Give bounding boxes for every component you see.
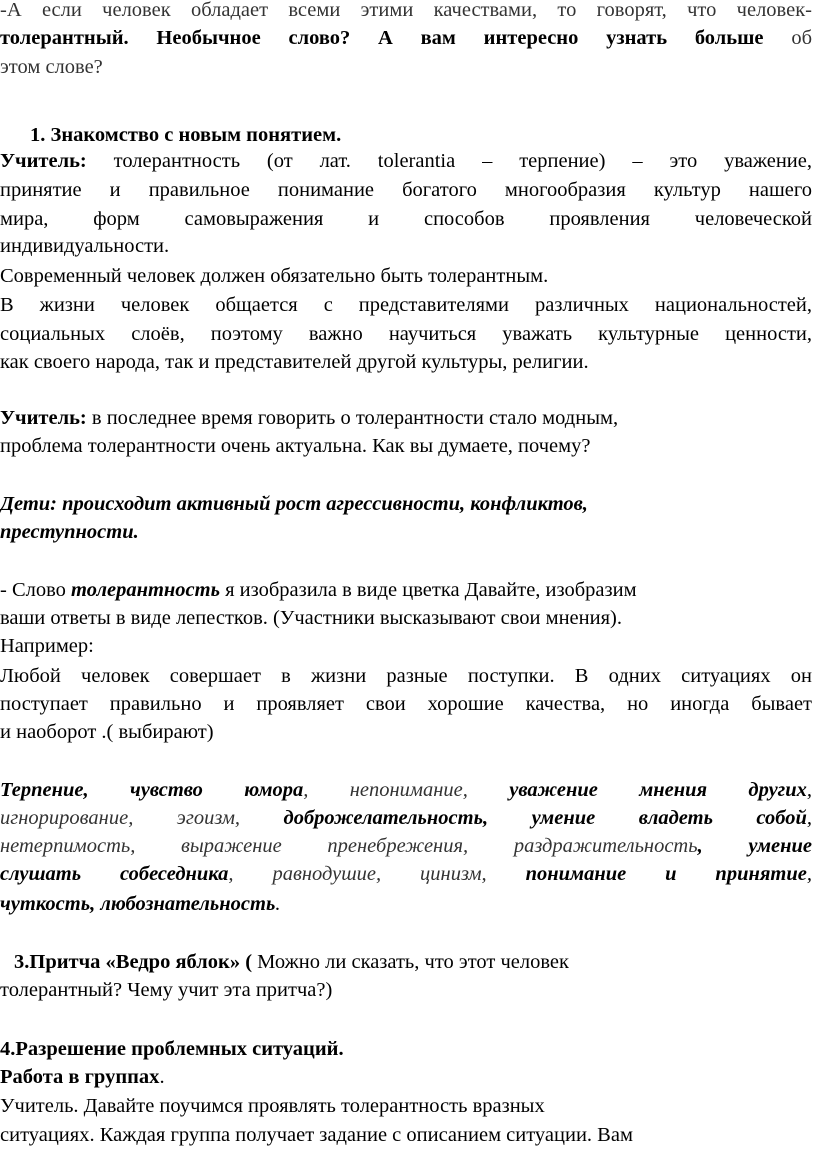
section1-p4-line2: проблема толерантности очень актуальна. Как вы думаете, почему? <box>0 435 591 457</box>
section4-line1: Учитель. Давайте поучимся проявлять толерантность вразных <box>0 1095 545 1117</box>
section1-p1-line4: индивидуальности. <box>0 235 170 257</box>
kids-answer-line1: Дети: происходит активный рост агрессивности, конфликтов, <box>0 493 588 515</box>
section1-p6-line3: и наоборот .( выбирают) <box>0 721 214 743</box>
section1-p6-line2: поступает правильно и проявляет свои хорошие качества, но иногда бывает <box>0 693 812 715</box>
section1-p5-line3: Например: <box>0 635 94 657</box>
section3-heading: 3.Притча «Ведро яблок» ( Можно ли сказать, что этот человек <box>14 951 569 973</box>
section1-p5-line2: ваши ответы в виде лепестков. (Участники высказывают свои мнения). <box>0 607 622 629</box>
teacher-label-2: Учитель: <box>0 407 87 429</box>
section1-heading: 1. Знакомство с новым понятием. <box>30 124 342 146</box>
section1-p3-line1: В жизни человек общается с представителями различных национальностей, <box>0 294 812 316</box>
section1-p3-line2: социальных слоёв, поэтому важно научиться уважать культурные ценности, <box>0 323 812 345</box>
intro-line-1: -А если человек обладает всеми этими качествами, то говорят, что человек- <box>0 0 812 21</box>
qualities-line1: Терпение, чувство юмора, непонимание, уважение мнения других, <box>0 779 813 801</box>
section1-p6-line1: Любой человек совершает в жизни разные поступки. В одних ситуациях он <box>0 665 812 687</box>
intro-line-3: этом слове? <box>0 56 103 78</box>
qualities-line3: нетерпимость, выражение пренебрежения, раздражительность, умение <box>0 835 812 857</box>
section1-p4-line1: Учитель: в последнее время говорить о толерантности стало модным, <box>0 407 619 429</box>
qualities-line4: слушать собеседника, равнодушие, цинизм, понимание и принятие, <box>0 863 812 885</box>
section1-p5-line1: - Слово толерантность я изобразила в виде цветка Давайте, изобразим <box>0 579 637 601</box>
section1-p1-line3: мира, форм самовыражения и способов проявления человеческой <box>0 208 812 230</box>
section3-line2: толерантный? Чему учит эта притча?) <box>0 979 333 1001</box>
intro-line-2: толерантный. Необычное слово? А вам интересно узнать больше об <box>0 27 812 49</box>
teacher-label: Учитель: <box>0 150 87 172</box>
section1-p2: Современный человек должен обязательно быть толерантным. <box>0 265 549 287</box>
qualities-line5: чуткость, любознательность. <box>0 893 281 915</box>
section1-p1-line1: Учитель: толерантность (от лат. tolerantia – терпение) – это уважение, <box>0 150 812 172</box>
section4-subheading: Работа в группах. <box>0 1066 165 1088</box>
qualities-line2: игнорирование, эгоизм, доброжелательность, умение владеть собой, <box>0 807 812 829</box>
kids-answer-line2: преступности. <box>0 521 139 543</box>
section1-p3-line3: как своего народа, так и представителей другой культуры, религии. <box>0 351 589 373</box>
section4-heading: 4.Разрешение проблемных ситуаций. <box>0 1038 344 1060</box>
section4-line2: ситуациях. Каждая группа получает задание с описанием ситуации. Вам <box>0 1124 633 1146</box>
section1-p1-line2: принятие и правильное понимание богатого многообразия культур нашего <box>0 179 812 201</box>
